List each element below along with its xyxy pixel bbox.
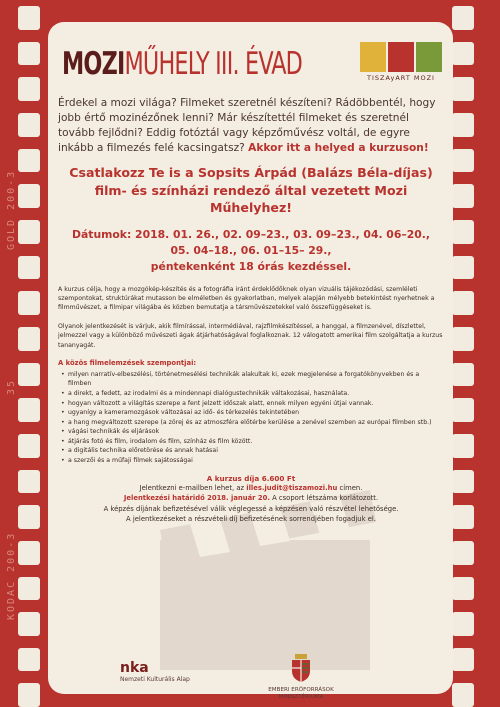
hungarian-crest-icon — [289, 654, 313, 682]
film-edge-marking-mid: 35 — [6, 378, 17, 395]
list-item: • a digitális technika előretörése és annak hatásai — [68, 446, 444, 456]
aspects-list — [58, 370, 444, 466]
list-item: • vágási technikák és eljárások — [68, 427, 444, 437]
poster-title: MOZIMŰHELY III. ÉVAD — [62, 46, 303, 82]
order-line: A jelentkezéseket a részvételi díj befizetésének sorrendjében fogadjuk el. — [126, 515, 376, 524]
film-perforations-left — [18, 0, 44, 707]
film-edge-marking-top: GOLD 200-3 — [6, 169, 17, 250]
list-item: • a szerzői és a műfaji filmek sajátosságai — [68, 456, 444, 466]
course-dates: Dátumok: 2018. 01. 26., 02. 09–23., 03. 09–23., 04. 06–20., 05. 04–18., 06. 01–15– 29., péntekenként 18 órás kezdéssel. — [72, 227, 430, 273]
list-item: • ugyanígy a kameramozgások változásai az idő- és térkezelés tekintetében — [68, 408, 444, 418]
lead-statement: Csatlakozz Te is a Sopsits Árpád (Balázs Béla-díjas) film- és színházi rendező által vezetett Mozi Műhelyhez! — [69, 165, 433, 215]
aspects-title: A közös filmelemzések szempontjai: — [58, 358, 197, 367]
course-fee: A kurzus díja 6.600 Ft — [206, 473, 296, 483]
list-item: • a direkt, a fedett, az irodalmi és a mindennapi dialógustechnikák váltakozásai, használata. — [68, 389, 444, 399]
apply-line: Jelentkezni e-mailben lehet, az illes.judit@tiszamozi.hu címen. — [139, 483, 363, 492]
applicants-paragraph: Olyanok jelentkezését is várjuk, akik filmírással, intermédiával, rajzfilmkészítéssel, a hanggal, a filmzenével, díszlettel, jelmezzel vagy a különböző művészeti ágak átjárhatóságával foglalkoznak. 12 válogatott amerikai film szolgáltatja a kurzus tananyagát. — [58, 323, 443, 349]
list-item: • átjárás fotó és film, irodalom és film, színház és film között. — [68, 437, 444, 447]
course-goal-paragraph: A kurzus célja, hogy a mozgókép-készítés és a fotográfia iránt érdeklődőknek olyan vizuális tájékozódási, szemléleti szempontokat, struktúrákat mutasson be elméletben és gyakorlatban, melyek alapján mélyebb betekintést nyerhetnek a filmművészet, a filmipar világába és közben bemutatja a társművészetekkel való összefüggéseket is. — [58, 285, 435, 311]
deadline-line: Jelentkezési határidő 2018. január 20. A csoport létszáma korlátozott. — [123, 494, 379, 503]
poster-content — [58, 96, 444, 525]
film-perforations-right — [452, 0, 478, 707]
list-item: • a hang megváltozott szerepe (a zörej és az atmoszféra előtérbe kerülése a zenével szemben az európai filmben stb.) — [68, 418, 444, 428]
ministry-logo: EMBERI ERŐFORRÁSOK MINISZTÉRIUMA — [256, 654, 346, 701]
tisza-art-mozi-logo: TISZAyART MOZI — [360, 42, 442, 84]
certificate-line: A képzés díjának befizetésével válik véglegessé a képzésen való részvétel lehetősége. — [103, 504, 399, 513]
poster-header — [62, 42, 442, 90]
list-item: • hogyan változott a világítás szerepe a fent jelzett időszak alatt, ennek milyen egyéni útjai vannak. — [68, 399, 444, 409]
nka-logo: nka Nemzeti Kulturális Alap — [120, 660, 190, 683]
email-link[interactable]: illes.judit@tiszamozi.hu — [246, 483, 338, 492]
list-item: • milyen narratív-elbeszélési, történetmesélési technikák alakultak ki, ezek megjelenése a forgatókönyvekben és a filmben — [68, 370, 444, 389]
film-edge-marking-bottom: KODAC 200-3 — [6, 531, 17, 620]
intro-paragraph: Érdekel a mozi világa? Filmeket szeretnél készíteni? Rádöbbentél, hogy jobb értő mozinézőnek lenni? Már készítettél filmeket és szeretnél tovább fejlődni? Eddig fotóztál vagy képzőművész voltál, de egyre inkább a filmezés felé kacsingatsz? Akkor itt a helyed a kurzuson! — [58, 97, 436, 154]
